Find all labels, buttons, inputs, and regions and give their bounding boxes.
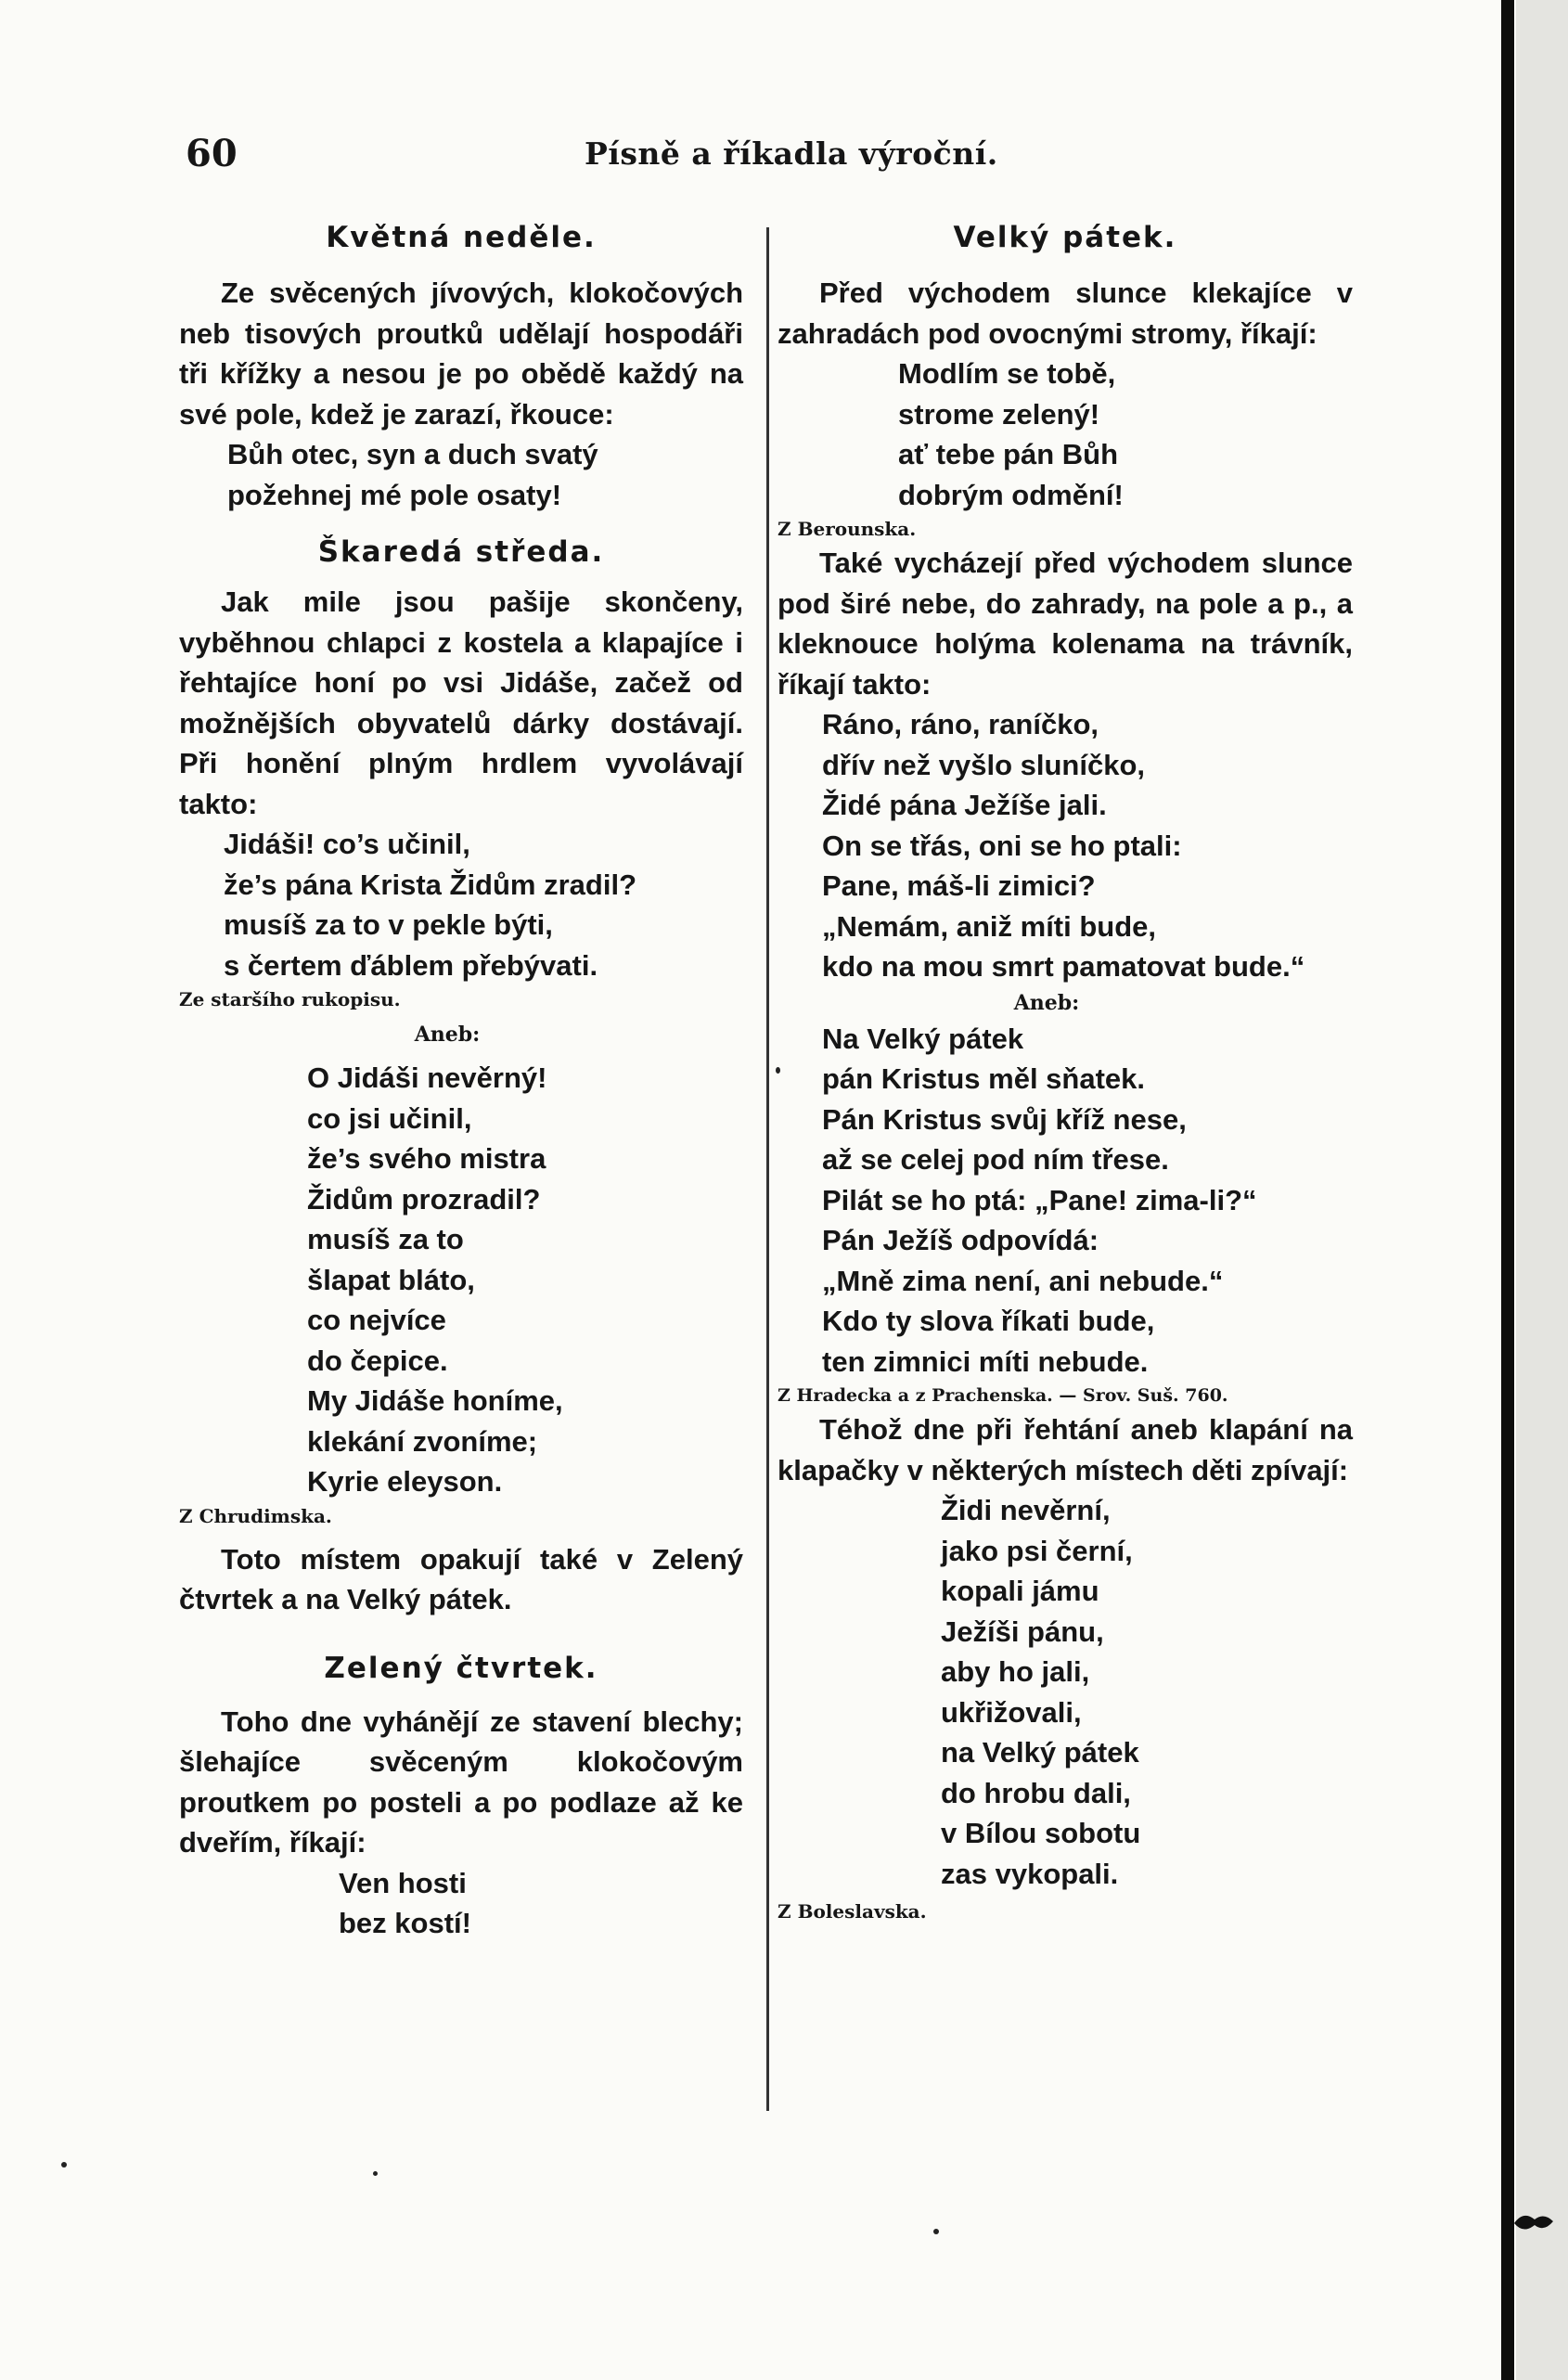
page-edge-margin [1516,0,1568,2380]
verse-kvetna [227,434,743,515]
verse-line: Kyrie eleyson. [307,1465,503,1498]
source-note: Ze staršího rukopisu. [179,988,401,1010]
verse-line: Pán Ježíš odpovídá: [822,1224,1099,1256]
verse-skareda-2 [307,1058,743,1502]
source-note: Z Hradecka a z Prachenska. — Srov. Suš. 760. [778,1385,1228,1406]
verse-line: do hrobu dali, [941,1776,1131,1809]
speck-mark [61,2162,67,2168]
verse-line: až se celej pod ním třese. [822,1143,1169,1176]
verse-line: požehnej mé pole osaty! [227,478,562,511]
verse-line: Židé pána Ježíše jali. [822,789,1107,821]
verse-velky-3 [822,1019,1353,1383]
verse-line: strome zelený! [898,397,1100,431]
section-heading-zeleny: Zelený čtvrtek. [324,1651,598,1685]
speck-mark [933,2229,939,2234]
verse-line: Na Velký pátek [822,1022,1024,1055]
aneb-label: Aneb: [1013,990,1080,1015]
page-header [186,132,1364,187]
verse-line: musíš za to v pekle býti, [224,908,553,941]
verse-line: v Bílou sobotu [941,1817,1141,1849]
verse-line: O Jidáši nevěrný! [307,1061,547,1094]
verse-line: jako psi černí, [941,1534,1133,1567]
running-title: Písně a říkadla výroční. [585,135,998,172]
verse-line: Modlím se tobě, [898,357,1116,390]
verse-line: Ráno, ráno, raníčko, [822,708,1099,740]
verse-velky-2 [822,704,1353,987]
section-heading-velky-patek: Velký pátek. [953,221,1177,254]
paragraph-velky-3: Téhož dne při řehtání aneb klapání na klapačky v některých místech děti zpívají: [778,1413,1353,1486]
verse-line: bez kostí! [339,1907,471,1939]
ornament-icon [1512,2208,1555,2236]
source-note: Z Chrudimska. [179,1504,332,1527]
verse-line: Bůh otec, syn a duch svatý [227,438,598,470]
paragraph-kvetna: Ze svěcených jívových, klokočových neb tisových proutků udělají hospodáři tři křížky a nesou je po obědě každý na své pole, kdež je zarazí, řkouce: [179,277,743,431]
aneb-label: Aneb: [414,1023,481,1047]
verse-line: dřív než vyšlo sluníčko, [822,748,1146,781]
verse-line: pán Kristus měl sňatek. [822,1062,1146,1095]
speck-mark [776,1067,780,1074]
verse-line: Židům prozradil? [307,1182,541,1216]
verse-skareda [224,824,743,985]
verse-line: musíš za to [307,1223,464,1255]
verse-line: kdo na mou smrt pamatovat bude.“ [822,950,1305,983]
verse-line: Židi nevěrní, [941,1494,1111,1526]
left-column [179,221,743,1944]
source-note: Z Berounska. [778,518,917,540]
verse-line: šlapat bláto, [307,1263,475,1296]
verse-line: kopali jámu [941,1575,1099,1607]
right-column [778,221,1353,1925]
verse-line: ukřižovali, [941,1695,1082,1729]
paragraph-velky-1: Před východem slunce klekajíce v zahradách pod ovocnými stromy, říkají: [778,277,1353,350]
verse-line: Ven hosti [339,1866,467,1899]
verse-line: Kdo ty slova říkati bude, [822,1305,1155,1337]
section-heading-skareda: Škaredá středa. [317,535,605,569]
section-heading-kvetna: Květná neděle. [326,221,597,254]
verse-line: Pane, máš-li zimici? [822,869,1096,902]
verse-line: dobrým odmění! [898,478,1124,511]
verse-zeleny [339,1863,743,1944]
verse-line: s čertem ďáblem přebývati. [224,948,598,982]
paragraph-note: Toto místem opakují také v Zelený čtvrtek a na Velký pátek. [179,1542,743,1615]
verse-line: „Nemám, aniž míti bude, [822,909,1157,943]
verse-line: co jsi učinil, [307,1101,472,1135]
verse-line: ten zimnici míti nebude. [822,1344,1149,1378]
paragraph-zeleny: Toho dne vyhánějí ze stavení blechy; šlehajíce svěceným klokočovým proutkem po posteli a po podlaze až ke dveřím, říkají: [179,1705,743,1859]
verse-line: Pán Kristus svůj kříž nese, [822,1102,1187,1136]
column-divider [766,227,769,2111]
verse-line: On se třás, oni se ho ptali: [822,829,1182,862]
verse-line: co nejvíce [307,1304,446,1336]
verse-velky-1 [898,354,1353,515]
verse-line: do čepice. [307,1344,448,1377]
verse-line: ať tebe pán Bůh [898,438,1119,470]
verse-line: na Velký pátek [941,1736,1139,1769]
verse-line: Ježíši pánu, [941,1615,1104,1648]
page-number: 60 [186,132,238,175]
verse-line: že’s svého mistra [307,1142,546,1175]
verse-line: aby ho jali, [941,1655,1090,1688]
verse-line: My Jidáše honíme, [307,1384,563,1417]
source-note: Z Boleslavska. [778,1900,927,1923]
verse-line: Jidáši! co’s učinil, [224,828,470,860]
paragraph-skareda: Jak mile jsou pašije skončeny, vyběhnou chlapci z kostela a klapajíce i řehtajíce honí po vsi Jidáše, začež od možnějších obyvatelů dárky dostávají. Při honění plným hrdlem vyvolávají takto: [179,585,743,820]
verse-line: zas vykopali. [941,1857,1119,1890]
paragraph-velky-2: Také vycházejí před východem slunce pod širé nebe, do zahrady, na pole a p., a kleknouce holýma kolenama na trávník, říkají takto: [778,547,1353,701]
verse-velky-4 [941,1490,1353,1894]
page-edge-shadow [1501,0,1514,2380]
verse-line: Pilát se ho ptá: „Pane! zima-li?“ [822,1183,1257,1216]
verse-line: klekání zvoníme; [307,1424,538,1458]
verse-line: „Mně zima není, ani nebude.“ [822,1264,1224,1297]
verse-line: že’s pána Krista Židům zradil? [224,868,637,901]
speck-mark [373,2171,378,2176]
